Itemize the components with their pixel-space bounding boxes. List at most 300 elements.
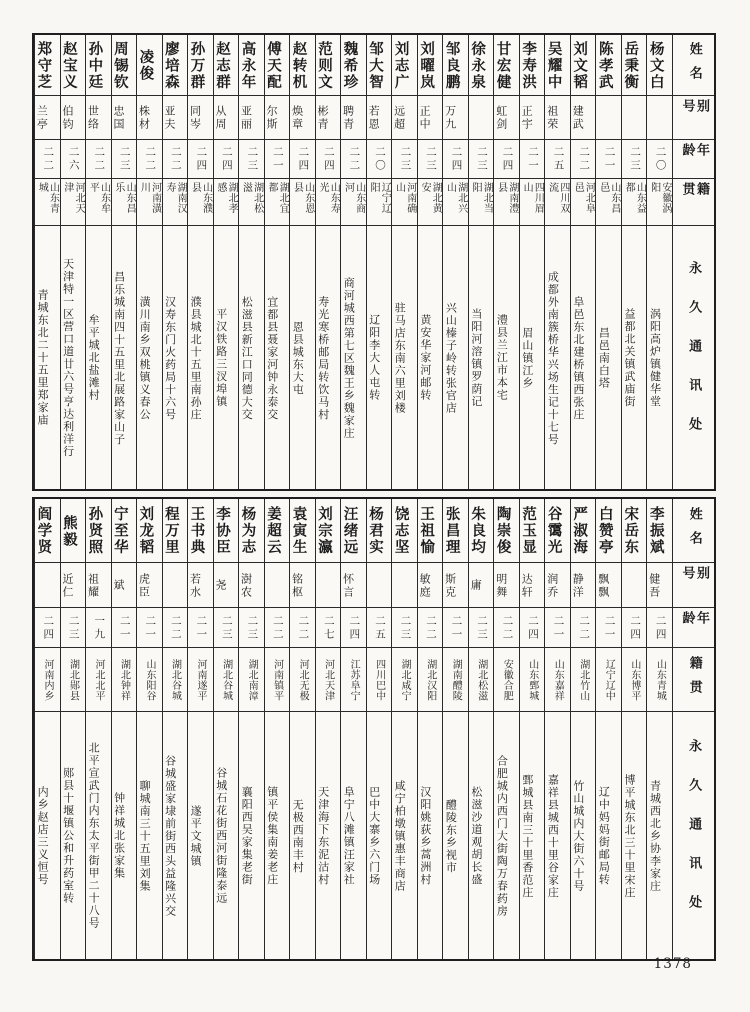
entry-native-cell <box>469 648 494 712</box>
entry-name: 白赞亭 <box>596 506 613 556</box>
entry-native-cell <box>341 648 366 712</box>
entry-name: 汪绪远 <box>341 506 358 556</box>
entry-alias-cell <box>86 96 111 140</box>
entry-address: 天津海下东泥沽村 <box>316 786 330 886</box>
entry-address: 巴中大寨乡六门场 <box>367 786 381 886</box>
entry-age: 二三 <box>476 146 488 173</box>
entry-address-cell <box>214 712 239 959</box>
entry-address-cell <box>596 226 621 489</box>
entry-native: 山东青城 <box>36 182 59 214</box>
entry-column <box>34 499 60 959</box>
entry-alias: 祖荣 <box>545 105 559 131</box>
entry-address: 辽中妈妈街邮局转 <box>597 786 611 886</box>
entry-name-cell <box>367 35 392 96</box>
entry-native-cell <box>35 648 60 712</box>
entry-address-cell <box>163 712 188 959</box>
entry-name-cell <box>163 499 188 563</box>
entry-name: 杨君实 <box>367 506 384 556</box>
entry-name: 傅天配 <box>264 40 281 91</box>
entry-native-cell <box>520 179 545 226</box>
entry-name-cell <box>188 499 213 563</box>
entry-age: 二二 <box>348 146 361 173</box>
entry-name: 凌俊 <box>137 49 154 82</box>
entry-native: 湖北孝感 <box>214 182 238 214</box>
entry-native: 四川眉山 <box>521 182 544 214</box>
entry-name: 熊毅 <box>60 514 77 548</box>
entry-column <box>187 35 213 489</box>
entry-alias-cell <box>469 563 494 608</box>
entry-age: 二七 <box>322 614 335 642</box>
entry-address-cell <box>290 226 315 489</box>
entry-native: 河北天津 <box>61 182 85 214</box>
entry-age: 二三 <box>67 614 80 642</box>
entry-alias-cell <box>494 563 519 608</box>
header-column <box>672 499 714 959</box>
entry-native: 湖北兴山 <box>444 182 467 214</box>
entry-address: 潢川南乡双桃镇义春公 <box>138 295 152 421</box>
entry-name: 孙中廷 <box>86 40 103 91</box>
entry-age: 二二 <box>169 146 182 173</box>
header-alias-cell <box>673 96 714 140</box>
entry-name: 邹大智 <box>367 40 384 91</box>
entry-age: 二二 <box>578 614 591 642</box>
entry-age-cell <box>265 140 290 179</box>
entry-native: 湖北宜都 <box>266 182 289 214</box>
entry-native: 河南内乡 <box>41 659 53 701</box>
entry-alias: 聘青 <box>341 105 355 131</box>
entry-column <box>570 35 596 489</box>
entry-column <box>340 35 366 489</box>
entry-alias-cell <box>290 563 315 608</box>
entry-native-cell <box>545 648 570 712</box>
entry-native-cell <box>571 648 596 712</box>
page-number: 1378 <box>653 956 692 972</box>
header-address-label: 永久通讯处 <box>686 738 702 934</box>
entry-name-cell <box>443 35 468 96</box>
entry-name: 袁寅生 <box>290 506 307 556</box>
entry-column <box>60 35 86 489</box>
entry-alias: 斯克 <box>443 572 457 599</box>
entry-address-cell <box>214 226 239 489</box>
entry-native: 湖北黄安 <box>419 182 442 214</box>
entry-name-cell <box>647 35 672 96</box>
entry-native: 四川巴中 <box>373 659 385 701</box>
entry-alias-cell <box>520 563 545 608</box>
entry-address-cell <box>367 226 392 489</box>
entry-native-cell <box>137 648 162 712</box>
entry-age: 二三 <box>424 146 437 173</box>
entry-alias: 正中 <box>418 105 432 131</box>
entry-age: 二三 <box>246 146 259 173</box>
entry-name-cell <box>647 499 672 563</box>
entry-age: 二三 <box>118 146 131 173</box>
entry-native: 湖北松滋 <box>240 182 263 214</box>
header-native-label: 籍贯 <box>679 182 710 206</box>
entry-column <box>85 35 111 489</box>
entry-address: 嘉祥县城西十里谷家庄 <box>546 773 560 899</box>
entry-alias-cell <box>188 563 213 608</box>
entry-name: 张昌理 <box>443 506 460 556</box>
entry-native: 山东牟平 <box>87 182 110 214</box>
entry-name-cell <box>596 35 621 96</box>
entry-native: 山东濮县 <box>189 182 212 214</box>
entry-alias: 铭枢 <box>290 572 304 599</box>
entry-age-cell <box>571 140 596 179</box>
entry-native-cell <box>163 179 188 226</box>
entry-name: 阎学贤 <box>35 506 52 556</box>
entry-alias-cell <box>622 563 647 608</box>
entry-address-cell <box>647 712 672 959</box>
entry-age-cell <box>35 140 60 179</box>
entry-address-cell <box>341 226 366 489</box>
entry-address: 汉阳姚荻乡蒿洲村 <box>418 786 432 886</box>
entry-address-cell <box>163 226 188 489</box>
entry-address-cell <box>239 226 264 489</box>
entry-native: 湖南醴陵 <box>450 659 462 701</box>
entry-name: 廖培森 <box>162 40 179 91</box>
entry-alias-cell <box>239 563 264 608</box>
entry-native: 山东益都 <box>623 182 646 214</box>
entry-age-cell <box>443 140 468 179</box>
entry-native: 湖北谷城 <box>169 659 181 701</box>
entry-native: 湖北竹山 <box>577 659 589 701</box>
entry-address-cell <box>520 226 545 489</box>
entry-name-cell <box>214 499 239 563</box>
entry-name: 严淑海 <box>571 506 588 556</box>
entry-age-cell <box>647 608 672 648</box>
entry-name-cell <box>341 35 366 96</box>
entry-address: 平汉铁路三汊埠镇 <box>214 308 228 408</box>
entry-column <box>621 35 647 489</box>
entry-address-cell <box>137 712 162 959</box>
entry-native-cell <box>239 179 264 226</box>
entry-native-cell <box>443 179 468 226</box>
entry-alias-cell <box>469 96 494 140</box>
entry-column <box>621 499 647 959</box>
entry-alias-cell <box>367 96 392 140</box>
entry-column <box>417 499 443 959</box>
entry-native: 湖北谷城 <box>220 659 232 701</box>
entry-name: 甘宏健 <box>494 40 511 91</box>
entry-name: 刘龙韬 <box>137 506 154 556</box>
entry-name: 李振斌 <box>647 506 664 556</box>
entry-name-cell <box>239 499 264 563</box>
entry-native: 河南潢川 <box>138 182 161 214</box>
entry-column <box>213 499 239 959</box>
entry-native-cell <box>647 648 672 712</box>
entry-alias-cell <box>443 563 468 608</box>
entry-column <box>340 499 366 959</box>
entry-address: 天津特一区营口道廿六号亨达利洋行 <box>61 258 75 458</box>
entry-age-cell <box>86 608 111 648</box>
entry-native-cell <box>367 648 392 712</box>
entry-native: 湖北汉阳 <box>424 659 436 701</box>
entry-alias-cell <box>316 563 341 608</box>
header-age-cell <box>673 608 714 648</box>
entry-name-cell <box>545 35 570 96</box>
entry-address-cell <box>494 712 519 959</box>
entry-column <box>111 499 137 959</box>
header-native-cell <box>673 648 714 712</box>
entry-age-cell <box>137 140 162 179</box>
entry-alias-cell <box>239 96 264 140</box>
entry-name: 刘志广 <box>392 40 409 91</box>
entry-address: 镇平侯集南姜老庄 <box>265 786 279 886</box>
entry-address: 宜都县聂家河钟永泰交 <box>265 295 279 421</box>
entry-address: 恩县城东大屯 <box>291 320 305 396</box>
entry-age: 二四 <box>629 614 642 642</box>
entry-name-cell <box>265 35 290 96</box>
entry-native: 湖北郧县 <box>67 659 79 701</box>
entry-native-cell <box>316 648 341 712</box>
header-name-label: 姓名 <box>686 507 702 555</box>
entry-alias: 飘飘 <box>596 572 610 599</box>
entry-alias-cell <box>61 563 86 608</box>
entry-native-cell <box>265 179 290 226</box>
entry-name-cell <box>367 499 392 563</box>
entry-native: 河南确山 <box>393 182 416 214</box>
entry-column <box>264 35 290 489</box>
entry-name: 宋岳东 <box>622 506 639 556</box>
entry-address-cell <box>35 712 60 959</box>
entry-age: 二一 <box>603 146 616 173</box>
entry-alias-cell <box>137 563 162 608</box>
entry-age-cell <box>163 140 188 179</box>
entry-alias: 明舞 <box>494 572 508 599</box>
entry-native-cell <box>469 179 494 226</box>
entry-alias-cell <box>647 563 672 608</box>
entry-native-cell <box>418 648 443 712</box>
entry-column <box>442 499 468 959</box>
entry-address: 谷城石花街西河街隆泰远 <box>214 767 228 905</box>
entry-age: 二二 <box>42 146 55 173</box>
entry-alias-cell <box>418 563 443 608</box>
entry-name-cell <box>571 35 596 96</box>
entry-age: 二四 <box>501 146 514 173</box>
entry-name-cell <box>61 499 86 563</box>
entry-column <box>646 35 672 489</box>
entry-age: 二三 <box>246 614 259 642</box>
entry-age: 二一 <box>603 614 616 642</box>
entry-alias: 祖耀 <box>86 572 100 599</box>
entry-alias: 尔斯 <box>265 105 279 131</box>
entry-column <box>544 35 570 489</box>
entry-name: 程万里 <box>162 506 179 556</box>
entry-alias-cell <box>163 563 188 608</box>
entry-native-cell <box>163 648 188 712</box>
entry-name: 邹良鹏 <box>443 40 460 91</box>
entry-alias: 敏庭 <box>418 572 432 599</box>
entry-alias: 株材 <box>137 105 151 131</box>
entry-age: 二一 <box>527 146 540 173</box>
entry-name: 徐永泉 <box>469 40 486 91</box>
entry-alias-cell <box>86 563 111 608</box>
entry-native-cell <box>214 179 239 226</box>
entry-age: 二一 <box>195 614 208 642</box>
entry-alias-cell <box>290 96 315 140</box>
header-age-cell <box>673 140 714 179</box>
entry-age: 二四 <box>348 614 361 642</box>
entry-name-cell <box>392 35 417 96</box>
entry-alias-cell <box>35 563 60 608</box>
entry-alias: 达轩 <box>520 572 534 599</box>
entry-address-cell <box>265 226 290 489</box>
entry-address: 内乡赵店三义恒号 <box>36 786 50 886</box>
entry-alias: 伯钧 <box>60 105 74 131</box>
entry-alias: 若水 <box>188 572 202 599</box>
entry-column <box>238 499 264 959</box>
entry-alias: 若恩 <box>367 105 381 131</box>
entry-age: 二二 <box>169 614 182 642</box>
entry-name: 朱良均 <box>469 506 486 556</box>
entry-native-cell <box>596 179 621 226</box>
entry-age-cell <box>520 140 545 179</box>
entry-native: 山东昌邑 <box>597 182 620 214</box>
entry-name: 刘曜岚 <box>418 40 435 91</box>
entry-age-cell <box>112 608 137 648</box>
entry-age: 二四 <box>220 146 233 173</box>
entry-address: 竹山城内大街六十号 <box>571 779 585 893</box>
entry-name: 姜超云 <box>264 506 281 556</box>
entry-age: 二一 <box>552 614 565 642</box>
entry-alias-cell <box>112 96 137 140</box>
entry-alias-cell <box>112 563 137 608</box>
entry-age: 二一 <box>144 614 157 642</box>
entry-name-cell <box>622 35 647 96</box>
entry-alias: 庸 <box>469 579 483 592</box>
entry-age: 二二 <box>424 614 437 642</box>
entry-age: 二六 <box>67 146 80 173</box>
entry-age: 二二 <box>144 146 157 173</box>
entry-alias-cell <box>545 96 570 140</box>
entry-age-cell <box>622 140 647 179</box>
entry-name-cell <box>520 499 545 563</box>
entry-native: 河南遂平 <box>195 659 207 701</box>
entry-age: 二四 <box>527 614 540 642</box>
entry-address: 昌乐城南四十五里北展路家山子 <box>112 270 126 446</box>
entry-name-cell <box>316 499 341 563</box>
entry-alias-cell <box>341 96 366 140</box>
entry-address-cell <box>596 712 621 959</box>
entry-age-cell <box>596 140 621 179</box>
entry-age: 二二 <box>93 146 106 173</box>
directory-table-bottom <box>32 497 716 961</box>
entry-column <box>136 499 162 959</box>
entry-address-cell <box>418 712 443 959</box>
entry-age-cell <box>214 608 239 648</box>
entry-alias: 兰亭 <box>35 105 49 131</box>
entry-native: 河南镇平 <box>271 659 283 701</box>
entry-column <box>162 35 188 489</box>
entry-native: 湖北南漳 <box>246 659 258 701</box>
entry-address-cell <box>265 712 290 959</box>
entry-native: 湖北钟祥 <box>118 659 130 701</box>
entry-alias: 远超 <box>392 105 406 131</box>
entry-native-cell <box>316 179 341 226</box>
entry-age-cell <box>392 140 417 179</box>
entry-native-cell <box>367 179 392 226</box>
entry-alias: 尧 <box>214 579 228 592</box>
entry-column <box>60 499 86 959</box>
entry-age-cell <box>418 140 443 179</box>
entry-name-cell <box>61 35 86 96</box>
entry-column <box>34 35 60 489</box>
entry-native-cell <box>61 179 86 226</box>
entry-age: 二四 <box>654 614 667 642</box>
entry-native-cell <box>443 648 468 712</box>
entry-native-cell <box>392 179 417 226</box>
entry-address: 黄安华家河邮转 <box>418 314 432 402</box>
entry-column <box>595 499 621 959</box>
header-address-label: 永久通讯处 <box>686 260 702 456</box>
entry-column <box>544 499 570 959</box>
entry-alias-cell <box>622 96 647 140</box>
entry-column <box>519 499 545 959</box>
entry-column <box>366 499 392 959</box>
entry-alias-cell <box>367 563 392 608</box>
entry-name-cell <box>341 499 366 563</box>
entry-age-cell <box>316 140 341 179</box>
entry-native-cell <box>392 648 417 712</box>
entry-name-cell <box>469 499 494 563</box>
entry-column <box>162 499 188 959</box>
entry-address-cell <box>443 712 468 959</box>
header-name-cell <box>673 35 714 96</box>
entry-column <box>570 499 596 959</box>
entry-name: 周锡钦 <box>111 40 128 91</box>
entry-alias: 怀言 <box>341 572 355 599</box>
entry-alias: 彬青 <box>316 105 330 131</box>
entry-native: 山东嘉祥 <box>552 659 564 701</box>
entry-address-cell <box>316 226 341 489</box>
entry-age-cell <box>214 140 239 179</box>
entry-name: 李寿洪 <box>520 40 537 91</box>
entry-address: 咸宁柏墩镇惠丰商店 <box>393 779 407 893</box>
entry-address: 驻马店东南六里刘楼 <box>393 301 407 415</box>
entry-name: 杨文白 <box>647 40 664 91</box>
entry-column <box>264 499 290 959</box>
entry-native-cell <box>341 179 366 226</box>
entry-age-cell <box>61 608 86 648</box>
entry-address: 谷城盛家埭前街西头益隆兴交 <box>163 754 177 918</box>
entry-native: 河北北平 <box>92 659 104 701</box>
entry-alias-cell <box>341 563 366 608</box>
entry-address: 阜宁八滩镇汪家社 <box>342 786 356 886</box>
entry-address-cell <box>61 712 86 959</box>
entry-address-cell <box>188 712 213 959</box>
entry-native-cell <box>188 179 213 226</box>
entry-alias: 同岑 <box>188 105 202 131</box>
entry-address-cell <box>290 712 315 959</box>
entry-age: 二二 <box>297 614 310 642</box>
entry-name: 陈孝武 <box>596 40 613 91</box>
entry-native-cell <box>239 648 264 712</box>
entry-name-cell <box>290 35 315 96</box>
entry-native-cell <box>86 648 111 712</box>
entry-column <box>493 35 519 489</box>
entry-alias: 静洋 <box>571 572 585 599</box>
entry-age: 二五 <box>373 614 386 642</box>
entry-age-cell <box>35 608 60 648</box>
header-alias-label: 别号 <box>679 566 710 590</box>
entry-native: 河北天津 <box>322 659 334 701</box>
entry-column <box>595 35 621 489</box>
entry-address: 青城东北二十五里郑家庙 <box>36 289 50 427</box>
entry-native: 山东博平 <box>628 659 640 701</box>
entry-address: 当阳河溶镇罗荫记 <box>469 308 483 408</box>
entry-address-cell <box>571 226 596 489</box>
entry-name: 杨为志 <box>239 506 256 556</box>
